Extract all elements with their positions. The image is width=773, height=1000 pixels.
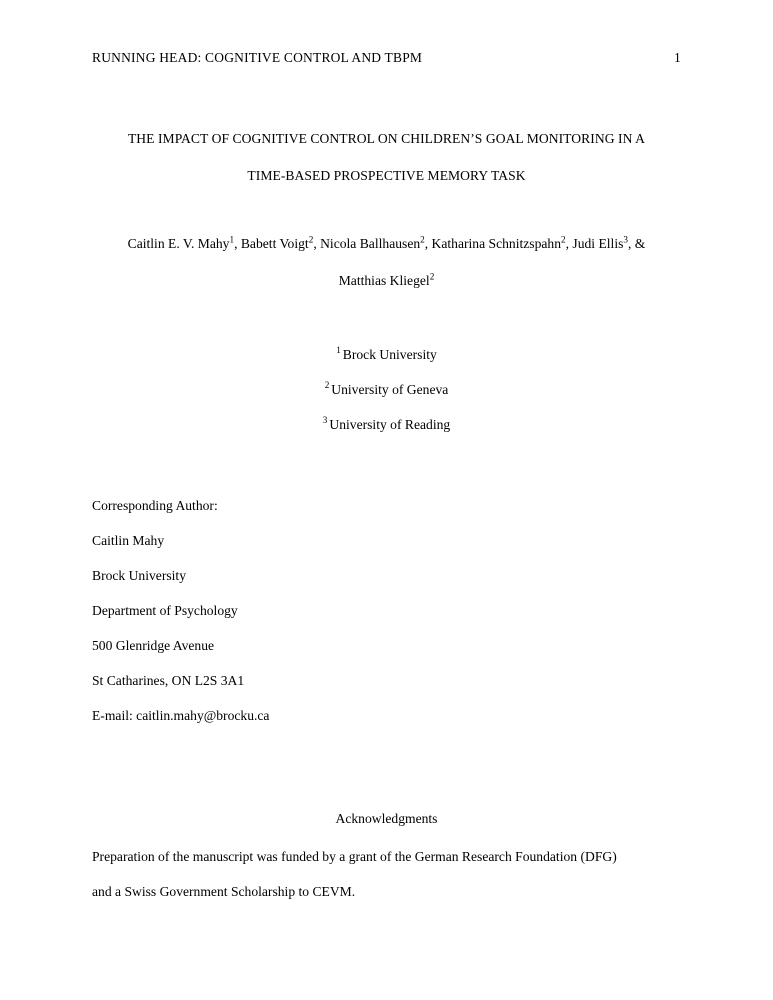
affiliation-1-marker: 1	[336, 345, 341, 356]
corresponding-author-email: E-mail: caitlin.mahy@brocku.ca	[92, 708, 270, 723]
author-list	[92, 225, 681, 299]
corresponding-author-heading: Corresponding Author:	[92, 498, 218, 513]
acknowledgments-line-2: and a Swiss Government Scholarship to CEVM.	[92, 884, 356, 899]
title-line-2: TIME-BASED PROSPECTIVE MEMORY TASK	[247, 168, 526, 183]
author-6: Matthias Kliegel	[338, 273, 430, 288]
affiliation-1	[92, 337, 681, 372]
acknowledgments-text	[92, 839, 681, 909]
author-5-affiliation-marker: 3	[623, 234, 628, 245]
acknowledgments-line-1: Preparation of the manuscript was funded by a grant of the German Research Foundation (DFG)	[92, 849, 617, 864]
corresponding-author-department: Department of Psychology	[92, 603, 238, 618]
title-line-1: THE IMPACT OF COGNITIVE CONTROL ON CHILDREN’S GOAL MONITORING IN A	[127, 131, 646, 146]
affiliation-2	[92, 372, 681, 407]
author-3: , Nicola Ballhausen	[313, 236, 421, 251]
running-head	[92, 50, 681, 66]
corresponding-author-street: 500 Glenridge Avenue	[92, 638, 215, 653]
corresponding-author-block	[92, 488, 681, 733]
author-1-affiliation-marker: 1	[229, 234, 235, 245]
affiliation-2-marker: 2	[324, 380, 330, 391]
author-line-1	[92, 225, 681, 262]
author-4-affiliation-marker: 2	[561, 234, 566, 245]
author-2-affiliation-marker: 2	[308, 234, 314, 245]
affiliation-1-text: Brock University	[342, 347, 437, 362]
corresponding-author-institution: Brock University	[92, 568, 187, 583]
author-2: , Babett Voigt	[234, 236, 309, 251]
affiliation-list	[92, 337, 681, 442]
running-head-text: RUNNING HEAD: COGNITIVE CONTROL AND TBPM	[92, 50, 423, 65]
author-6-affiliation-marker: 2	[429, 271, 435, 282]
author-conjunction: , &	[628, 236, 646, 251]
affiliation-3-marker: 3	[322, 415, 328, 426]
corresponding-author-city: St Catharines, ON L2S 3A1	[92, 673, 245, 688]
page-title	[92, 120, 681, 194]
affiliation-3	[92, 407, 681, 442]
author-3-affiliation-marker: 2	[420, 234, 425, 245]
author-4: , Katharina Schnitzspahn	[424, 236, 562, 251]
author-line-2	[92, 262, 681, 299]
author-5: , Judi Ellis	[565, 236, 624, 251]
affiliation-3-text: University of Reading	[329, 417, 451, 432]
affiliation-2-text: University of Geneva	[331, 382, 449, 397]
acknowledgments-heading: Acknowledgments	[335, 811, 438, 826]
corresponding-author-name: Caitlin Mahy	[92, 533, 165, 548]
page-number: 1	[674, 50, 681, 65]
author-1: Caitlin E. V. Mahy	[127, 236, 230, 251]
